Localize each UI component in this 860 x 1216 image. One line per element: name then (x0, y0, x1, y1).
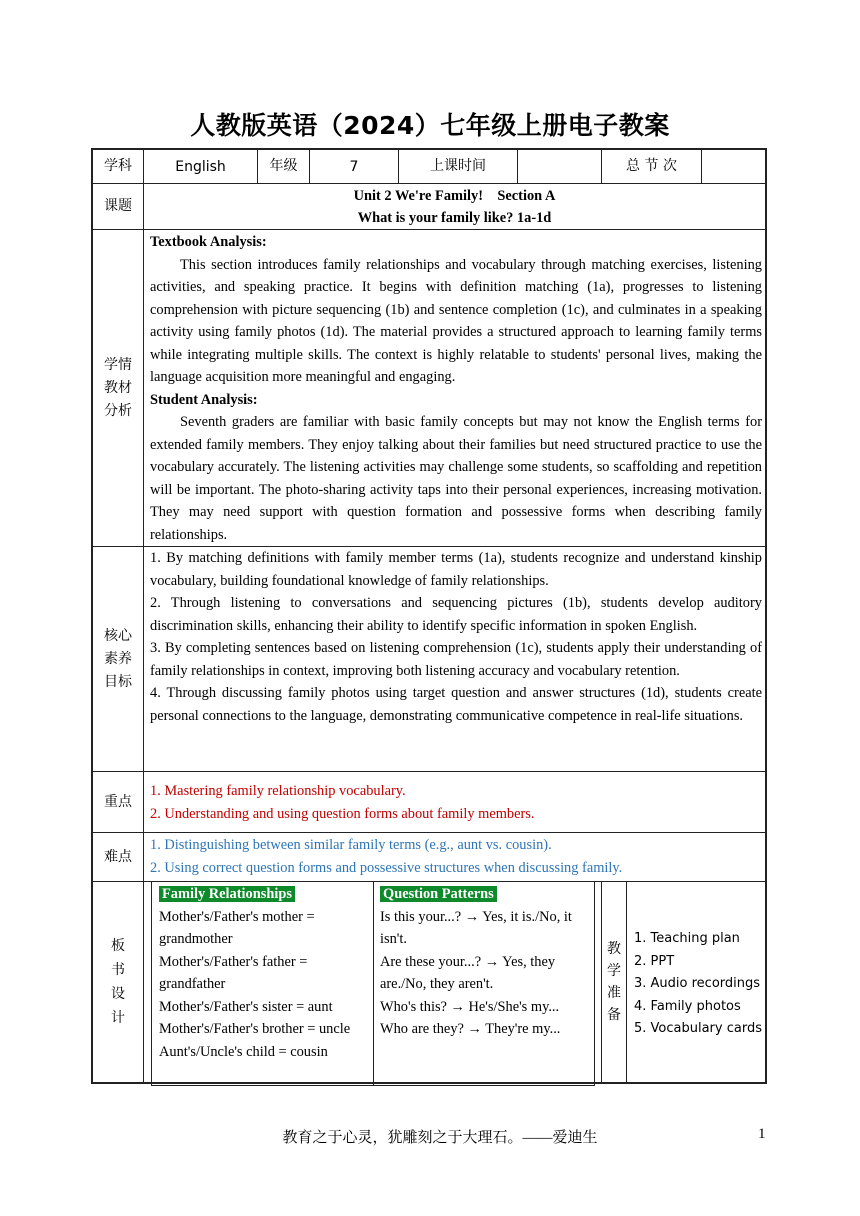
objective-item: 3. By completing sentences based on listening comprehension (1c), students apply their understanding of family relationships in context, improving both listening accuracy and vocabulary retention. (150, 640, 762, 679)
analysis-label-line: 学情 (104, 356, 132, 373)
student-analysis-text: Seventh graders are familiar with basic family concepts but may not know the English terms for extended family members. They enjoy talking about their families but need structured practice to use the vocabulary accurately. The listening activities may challenge some students, so scaffolding and repetition will be important. The photo-sharing activity taps into their personal experiences, increasing motivation. They may need support with question formation and possessive forms when describing family relationships. (150, 414, 762, 543)
footer-quote: 教育之于心灵，犹雕刻之于大理石。——爱迪生 (282, 1130, 598, 1146)
grade-value: 7 (349, 158, 359, 175)
relationship-line: Mother's/Father's mother = (159, 908, 315, 925)
analysis-label (93, 230, 143, 546)
relationship-line: Mother's/Father's sister = aunt (159, 998, 333, 1015)
preparation-label-char: 准 (607, 985, 621, 1001)
objectives-label-line: 目标 (104, 673, 132, 690)
board-design-label-char: 计 (111, 1010, 125, 1026)
key-points-content (150, 780, 762, 825)
preparation-item: 3. Audio recordings (634, 976, 761, 991)
topic-title (144, 184, 765, 229)
key-point-item: 1. Mastering family relationship vocabulary. (150, 783, 406, 799)
topic-line-2: What is your family like? 1a-1d (357, 209, 552, 226)
class-time-label: 上课时间 (430, 158, 486, 174)
objective-item: 4. Through discussing family photos using target question and answer structures (1d), students create personal connections to the language, demonstrating communicative competence in real-life situations. (150, 685, 762, 724)
relationship-line: Mother's/Father's brother = uncle (159, 1021, 351, 1037)
lesson-count-label: 总 节 次 (626, 158, 677, 174)
difficulties-content (150, 834, 762, 879)
key-points-label: 重点 (104, 793, 132, 810)
board-design-label-char: 书 (111, 962, 125, 978)
difficulty-item: 2. Using correct question forms and possessive structures when discussing family. (150, 859, 623, 876)
objectives-label-line: 素养 (104, 650, 132, 667)
preparation-label (602, 882, 626, 1082)
analysis-content (150, 231, 762, 546)
objective-item: 1. By matching definitions with family member terms (1a), students recognize and understand kinship vocabulary, building foundational knowledge of family relationships. (150, 550, 762, 589)
analysis-label-line: 教材 (104, 379, 132, 396)
question-line: Are these your...? → Yes, they (380, 953, 556, 970)
preparation-list (634, 928, 766, 1041)
difficulties-label: 难点 (104, 848, 132, 865)
student-analysis-heading: Student Analysis: (150, 391, 258, 408)
topic-line-1: Unit 2 We're Family! Section A (353, 187, 556, 204)
relationship-line: Mother's/Father's father = (159, 953, 308, 970)
textbook-analysis-text: This section introduces family relationships and vocabulary through matching exercises, listening activities, and speaking practice. It begins with definition matching (1a), progresses to listening comprehension with picture sequencing (1b) and sentence completion (1c), and culminates in a speaking activity using family photos (1d). The material provides a structured approach to learning family terms while integrating multiple skills. The context is highly relatable to students' personal lives, making the language acquisition more meaningful and engaging. (150, 256, 762, 385)
board-design-label-char: 板 (111, 938, 125, 954)
objectives-label-line: 核心 (104, 627, 132, 644)
relationship-line: grandmother (159, 931, 233, 947)
page-title: 人教版英语（2024）七年级上册电子教案 (190, 111, 670, 140)
textbook-analysis-heading: Textbook Analysis: (150, 234, 267, 250)
grade-label: 年级 (269, 158, 298, 174)
subject-value: English (175, 158, 226, 175)
preparation-label-char: 学 (607, 963, 621, 979)
question-line: are./No, they aren't. (380, 976, 494, 992)
analysis-label-line: 分析 (104, 402, 132, 419)
objectives-content (150, 547, 762, 727)
objectives-label (93, 547, 143, 771)
lesson-plan-table (91, 148, 767, 1084)
relationships-column (159, 883, 369, 1063)
preparation-item: 2. PPT (634, 953, 675, 969)
relationship-line: grandfather (159, 976, 226, 992)
questions-column (380, 883, 592, 1041)
subject-label: 学科 (104, 158, 132, 174)
preparation-item: 5. Vocabulary cards (634, 1021, 762, 1036)
difficulty-item: 1. Distinguishing between similar family terms (e.g., aunt vs. cousin). (150, 837, 552, 853)
page-number: 1 (758, 1126, 766, 1142)
relationship-line: Aunt's/Uncle's child = cousin (159, 1043, 328, 1060)
question-line: Who are they? → They're my... (380, 1021, 561, 1037)
preparation-label-char: 备 (607, 1007, 621, 1023)
topic-label: 课题 (104, 198, 132, 214)
board-design-label-char: 设 (111, 986, 125, 1002)
class-time-value (518, 150, 601, 183)
objective-item: 2. Through listening to conversations and sequencing pictures (1b), students develop auditory discrimination skills, enhancing their ability to identify specific information in spoken English. (150, 595, 762, 634)
question-line: Is this your...? → Yes, it is./No, it (380, 908, 572, 925)
questions-heading: Question Patterns (380, 886, 497, 902)
question-line: isn't. (380, 931, 407, 947)
question-line: Who's this? → He's/She's my... (380, 998, 560, 1015)
relationships-heading: Family Relationships (159, 886, 295, 902)
board-design-label (93, 882, 143, 1082)
preparation-label-char: 教 (607, 941, 621, 957)
preparation-item: 4. Family photos (634, 998, 741, 1014)
preparation-item: 1. Teaching plan (634, 931, 740, 946)
lesson-count-value (702, 150, 765, 183)
key-point-item: 2. Understanding and using question forms about family members. (150, 805, 535, 822)
